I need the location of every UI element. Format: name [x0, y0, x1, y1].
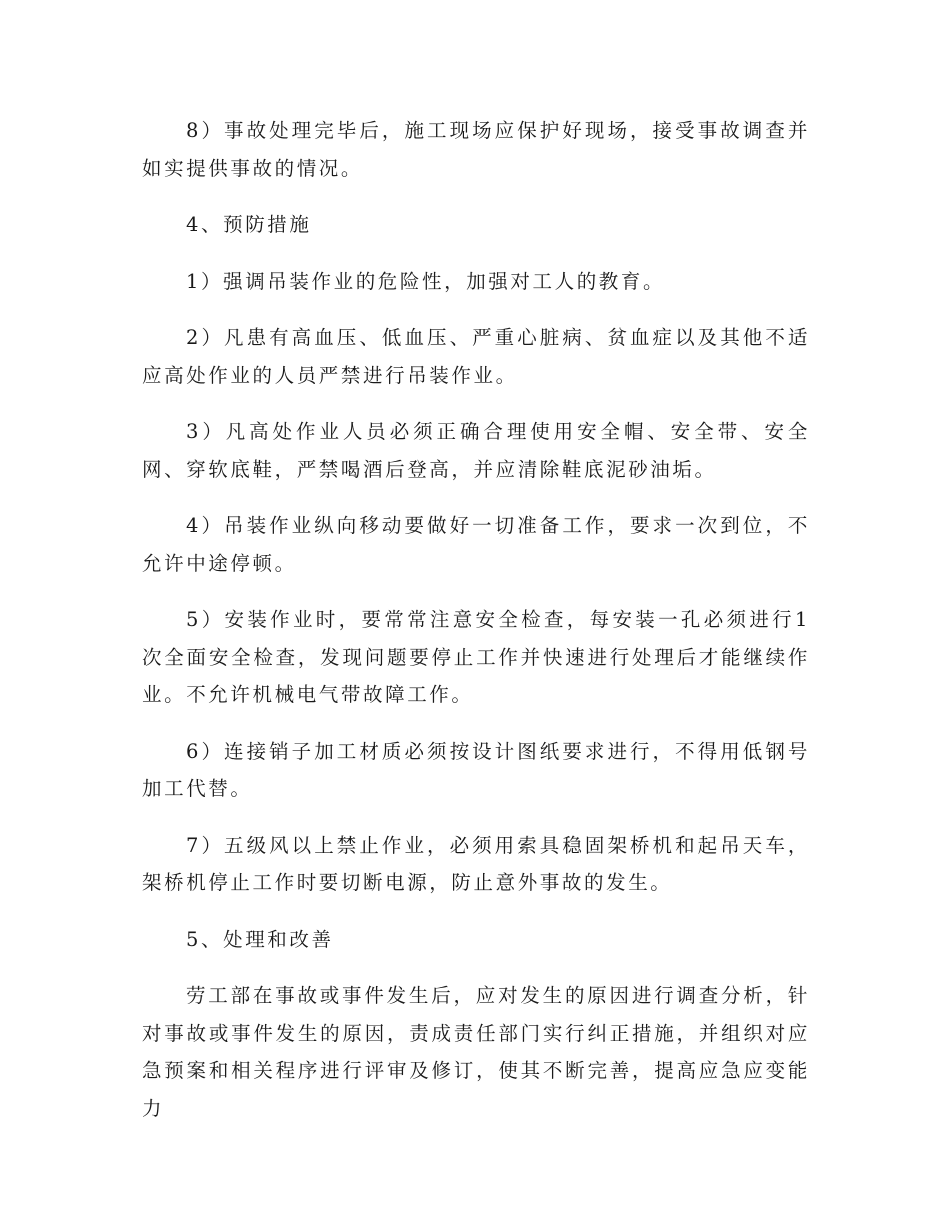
- document-body: [142, 112, 810, 1146]
- paragraph-accident-handling-8: 8）事故处理完毕后，施工现场应保护好现场，接受事故调查并如实提供事故的情况。: [142, 119, 810, 180]
- paragraph-prevention-7: 7）五级风以上禁止作业，必须用索具稳固架桥机和起吊天车，架桥机停止工作时要切断电源，防止意外事故的发生。: [142, 833, 810, 894]
- section-heading-prevention: 4、预防措施: [186, 213, 312, 236]
- paragraph-prevention-5: 5）安装作业时，要常常注意安全检查，每安装一孔必须进行1次全面安全检查，发现问题要停止工作并快速进行处理后才能继续作业。不允许机械电气带故障工作。: [142, 608, 810, 706]
- paragraph-prevention-1: 1）强调吊装作业的危险性，加强对工人的教育。: [186, 269, 666, 293]
- paragraph-handling-improvement: 劳工部在事故或事件发生后，应对发生的原因进行调查分析，针对事故或事件发生的原因，责成责任部门实行纠正措施，并组织对应急预案和相关程序进行评审及修订，使其不断完善，提高应急应变能力: [142, 984, 810, 1120]
- paragraph-prevention-3: 3）凡高处作业人员必须正确合理使用安全帽、安全带、安全网、穿软底鞋，严禁喝酒后登高，并应清除鞋底泥砂油垢。: [142, 420, 810, 481]
- paragraph-prevention-4: 4）吊装作业纵向移动要做好一切准备工作，要求一次到位，不允许中途停顿。: [142, 514, 810, 575]
- paragraph-prevention-2: 2）凡患有高血压、低血压、严重心脏病、贫血症以及其他不适应高处作业的人员严禁进行吊装作业。: [142, 326, 810, 387]
- section-heading-handling-improvement: 5、处理和改善: [186, 927, 334, 951]
- paragraph-prevention-6: 6）连接销子加工材质必须按设计图纸要求进行，不得用低钢号加工代替。: [142, 739, 810, 800]
